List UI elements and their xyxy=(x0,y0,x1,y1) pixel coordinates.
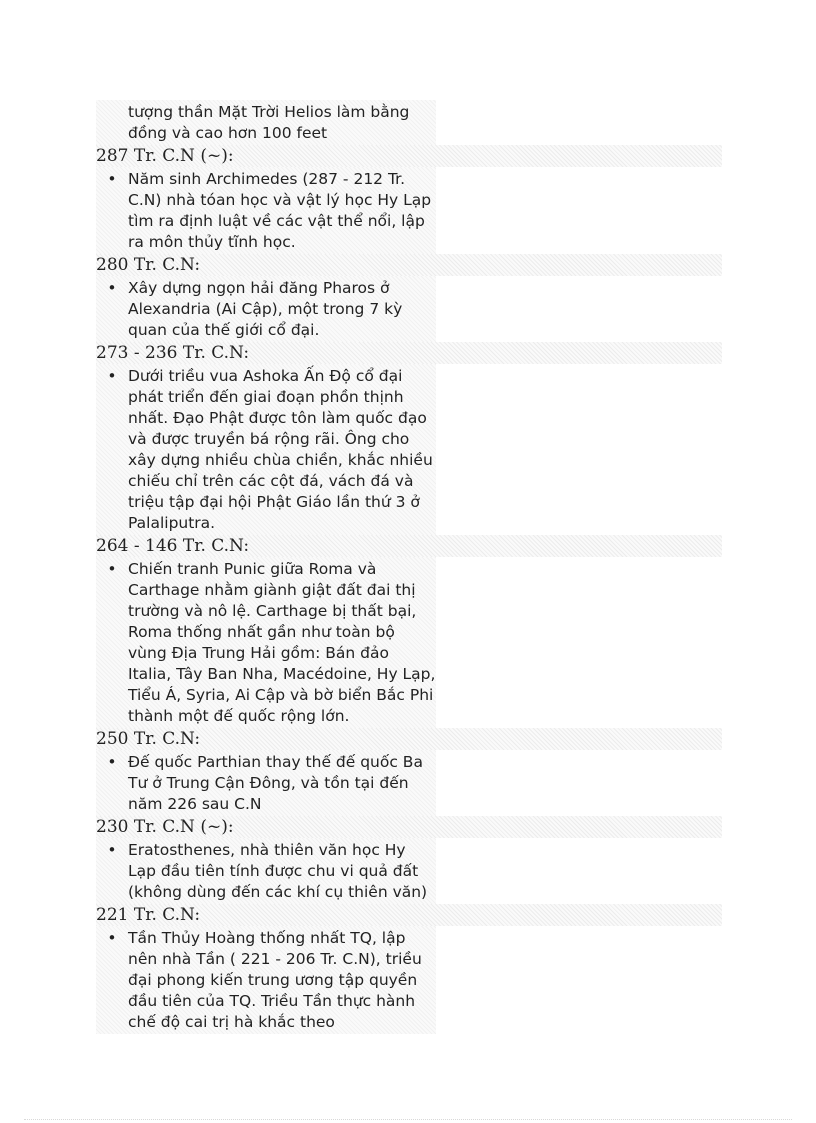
entry-item xyxy=(96,557,436,728)
continuation-text: tượng thần Mặt Trời Helios làm bằng đồng và cao hơn 100 feet xyxy=(128,103,410,142)
timeline-entry xyxy=(96,145,724,254)
timeline-entry xyxy=(96,728,724,816)
document-body xyxy=(96,100,724,1034)
entry-item xyxy=(96,167,436,254)
entry-item xyxy=(96,838,436,904)
page-bottom-divider xyxy=(24,1119,792,1120)
entry-item xyxy=(96,926,436,1034)
timeline-entry xyxy=(96,535,724,728)
timeline-entry xyxy=(96,342,724,535)
bullet-icon: • xyxy=(107,929,117,947)
entry-text: Tần Thủy Hoàng thống nhất TQ, lập nên nhà Tần ( 221 - 206 Tr. C.N), triều đại phong kiến trung ương tập quyền đầu tiên của TQ. Triều Tần thực hành chế độ cai trị hà khắc theo xyxy=(128,929,422,1031)
entry-text: Eratosthenes, nhà thiên văn học Hy Lạp đầu tiên tính được chu vi quả đất (không dùng đến các khí cụ thiên văn) xyxy=(128,841,428,901)
bullet-icon: • xyxy=(107,367,117,385)
entry-heading: 230 Tr. C.N (~): xyxy=(96,816,722,838)
entry-text: Dưới triều vua Ashoka Ấn Độ cổ đại phát triển đến giai đoạn phồn thịnh nhất. Đạo Phật được tôn làm quốc đạo và được truyền bá rộng rãi. Ông cho xây dựng nhiều chùa chiền, khắc nhiều chiếu chỉ trên các cột đá, vách đá và triệu tập đại hội Phật Giáo lần thứ 3 ở Palaliputra. xyxy=(128,367,433,532)
entry-heading: 280 Tr. C.N: xyxy=(96,254,722,276)
bullet-icon: • xyxy=(107,753,117,771)
entry-text: Xây dựng ngọn hải đăng Pharos ở Alexandria (Ai Cập), một trong 7 kỳ quan của thế giới cổ đại. xyxy=(128,279,403,339)
entry-text: Chiến tranh Punic giữa Roma và Carthage nhằm giành giật đất đai thị trường và nô lệ. Carthage bị thất bại, Roma thống nhất gần như toàn bộ vùng Địa Trung Hải gồm: Bán đảo Italia, Tây Ban Nha, Macédoine, Hy Lạp, Tiểu Á, Syria, Ai Cập và bờ biển Bắc Phi thành một đế quốc rộng lớn. xyxy=(128,560,436,725)
entry-item xyxy=(96,364,436,535)
bullet-icon: • xyxy=(107,560,117,578)
entry-heading: 273 - 236 Tr. C.N: xyxy=(96,342,722,364)
bullet-icon: • xyxy=(107,170,117,188)
entry-text: Đế quốc Parthian thay thế đế quốc Ba Tư ở Trung Cận Đông, và tồn tại đến năm 226 sau C.N xyxy=(128,753,423,813)
entry-heading: 250 Tr. C.N: xyxy=(96,728,722,750)
continuation-block xyxy=(96,100,436,145)
entry-heading: 264 - 146 Tr. C.N: xyxy=(96,535,722,557)
entry-text: Năm sinh Archimedes (287 - 212 Tr. C.N) nhà tóan học và vật lý học Hy Lạp tìm ra định luật về các vật thể nổi, lập ra môn thủy tĩnh học. xyxy=(128,170,432,251)
entry-heading: 221 Tr. C.N: xyxy=(96,904,722,926)
bullet-icon: • xyxy=(107,279,117,297)
timeline-entry xyxy=(96,254,724,342)
timeline-entry xyxy=(96,904,724,1034)
entry-item xyxy=(96,750,436,816)
entry-item xyxy=(96,276,436,342)
entry-heading: 287 Tr. C.N (~): xyxy=(96,145,722,167)
bullet-icon: • xyxy=(107,841,117,859)
timeline-entry xyxy=(96,816,724,904)
